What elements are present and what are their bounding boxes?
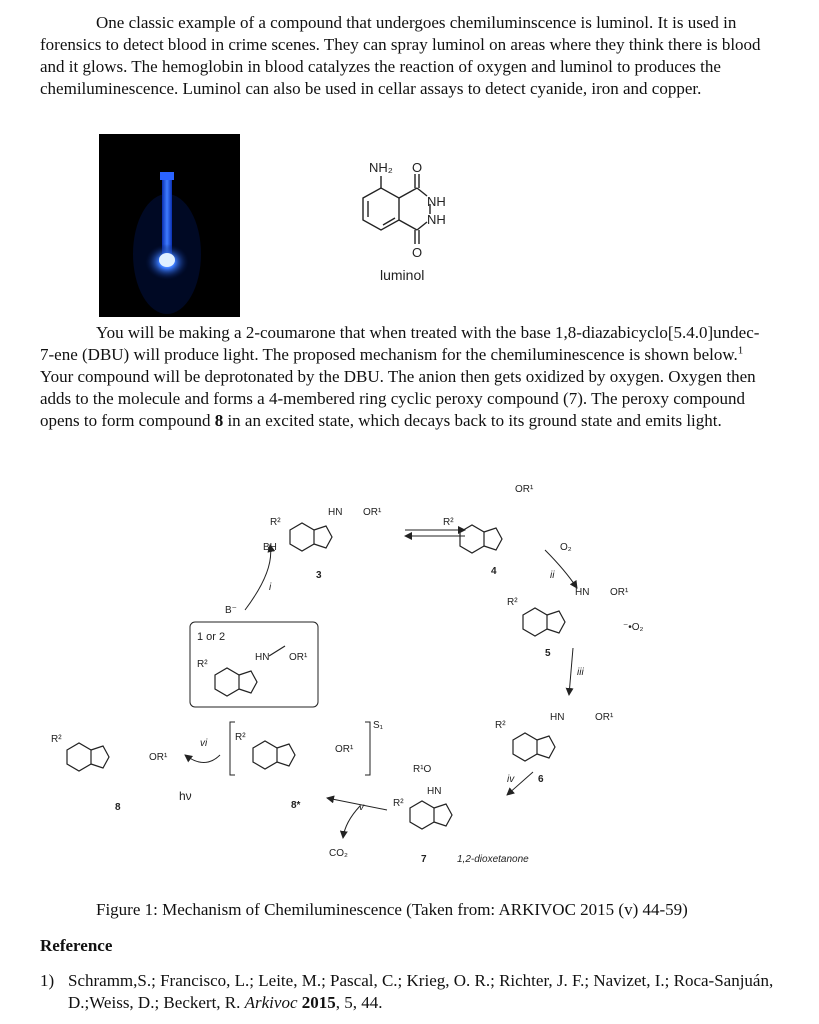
dioxetanone-label: 1,2-dioxetanone <box>457 854 529 865</box>
svg-text:⁻•O₂: ⁻•O₂ <box>623 622 644 633</box>
step-iv: iv <box>507 774 515 785</box>
compound-7-ref: 7 <box>568 389 578 408</box>
b-minus-label: B⁻ <box>225 605 237 616</box>
co2-label: CO₂ <box>329 848 348 859</box>
method-text-4: in an excited state, which decays back to its ground state and emits light. <box>223 411 722 430</box>
svg-text:OR¹: OR¹ <box>149 752 168 763</box>
svg-text:OR¹: OR¹ <box>515 484 534 495</box>
svg-text:HN: HN <box>550 712 565 723</box>
bh-label: BH <box>263 542 277 553</box>
svg-text:OR¹: OR¹ <box>363 507 382 518</box>
hv-label: hν <box>179 789 192 803</box>
method-text-1: You will be making a 2-coumarone that when treated with the base 1,8-diazabicyclo[5.4.0]undec-7-ene (DBU) will produce light. The proposed mechanism for the chemiluminescence is shown below. <box>40 323 760 364</box>
reference-number: 1) <box>40 971 55 990</box>
figure-caption: Figure 1: Mechanism of Chemiluminescence (Taken from: ARKIVOC 2015 (v) 44-59) <box>96 900 688 919</box>
svg-text:R²: R² <box>393 798 404 809</box>
intro-text: One classic example of a compound that undergoes chemiluminscence is luminol. It is used in forensics to detect blood in crime scenes. They can spray luminol on areas where they think there is blood and it glows. The hemoglobin in blood catalyzes the reaction of oxygen and luminol to produces the chemiluminescence. Luminol can also be used in cellar assays to detect cyanide, iron and copper. <box>40 13 761 98</box>
luminol-nh2-label: NH₂ <box>369 160 393 175</box>
luminol-glow-photo <box>99 134 240 317</box>
box-label: 1 or 2 <box>197 631 226 643</box>
box-r2: R² <box>197 659 208 670</box>
reference-journal: Arkivoc <box>244 993 298 1012</box>
luminol-nh-2: NH <box>427 212 446 227</box>
intro-paragraph <box>40 12 770 100</box>
step-v: v <box>359 802 364 813</box>
box-hn: HN <box>255 652 270 663</box>
svg-text:R²: R² <box>507 597 518 608</box>
citation-superscript: 1 <box>737 344 744 357</box>
compound-3 <box>270 507 382 581</box>
reference-year: 2015 <box>301 993 336 1012</box>
box-or1: OR¹ <box>289 652 308 663</box>
luminol-structure <box>335 152 475 292</box>
o2-label: O₂ <box>560 542 572 553</box>
label-8: 8 <box>115 802 121 813</box>
reference-item <box>40 970 788 1014</box>
svg-text:OR¹: OR¹ <box>335 744 354 755</box>
glowing-vial-image <box>99 134 240 317</box>
method-text-2: Your compound will be deprotonated by the DBU. The anion then gets oxidized by oxygen. Oxygen then adds to the molecule and forms a 4-membered ring cyclic peroxy compound ( <box>40 367 756 408</box>
method-text-3: ). The peroxy compound opens to form compound <box>40 389 745 430</box>
compound-8 <box>51 734 168 813</box>
label-6: 6 <box>538 774 544 785</box>
reference-heading: Reference <box>40 936 113 955</box>
compound-8-excited <box>230 720 384 811</box>
step-iii: iii <box>577 667 584 678</box>
svg-text:R²: R² <box>270 517 281 528</box>
svg-text:R¹O: R¹O <box>413 764 432 775</box>
label-3: 3 <box>316 570 322 581</box>
step-ii: ii <box>550 570 555 581</box>
luminol-name: luminol <box>380 267 425 283</box>
compound-box <box>190 622 318 707</box>
svg-text:HN: HN <box>575 587 590 598</box>
svg-text:OR¹: OR¹ <box>610 587 629 598</box>
luminol-o-bottom: O <box>412 245 423 260</box>
svg-text:HN: HN <box>427 786 442 797</box>
reference-authors: Schramm,S.; Francisco, L.; Leite, M.; Pascal, C.; Krieg, O. R.; Richter, J. F.; Navizet, I.; Roca-Sanjuán, D.;Weiss, D.; Beckert, R. <box>68 971 774 1012</box>
label-8-star: 8* <box>291 800 301 811</box>
svg-text:OR¹: OR¹ <box>595 712 614 723</box>
step-vi: vi <box>200 738 208 749</box>
s1-label: S₁ <box>373 720 384 731</box>
luminol-nh-1: NH <box>427 194 446 209</box>
svg-text:R²: R² <box>235 732 246 743</box>
label-4: 4 <box>491 566 497 577</box>
svg-text:R²: R² <box>51 734 62 745</box>
step-i: i <box>269 582 272 593</box>
svg-text:R²: R² <box>443 517 454 528</box>
label-7: 7 <box>421 854 427 865</box>
reference-rest: , 5, 44. <box>335 993 383 1012</box>
method-paragraph <box>40 322 770 432</box>
mechanism-diagram <box>45 470 785 870</box>
svg-text:HN: HN <box>328 507 343 518</box>
luminol-o-top: O <box>412 160 423 175</box>
compound-8-ref: 8 <box>214 411 224 430</box>
svg-text:R²: R² <box>495 720 506 731</box>
compound-5 <box>507 587 644 659</box>
label-5: 5 <box>545 648 551 659</box>
